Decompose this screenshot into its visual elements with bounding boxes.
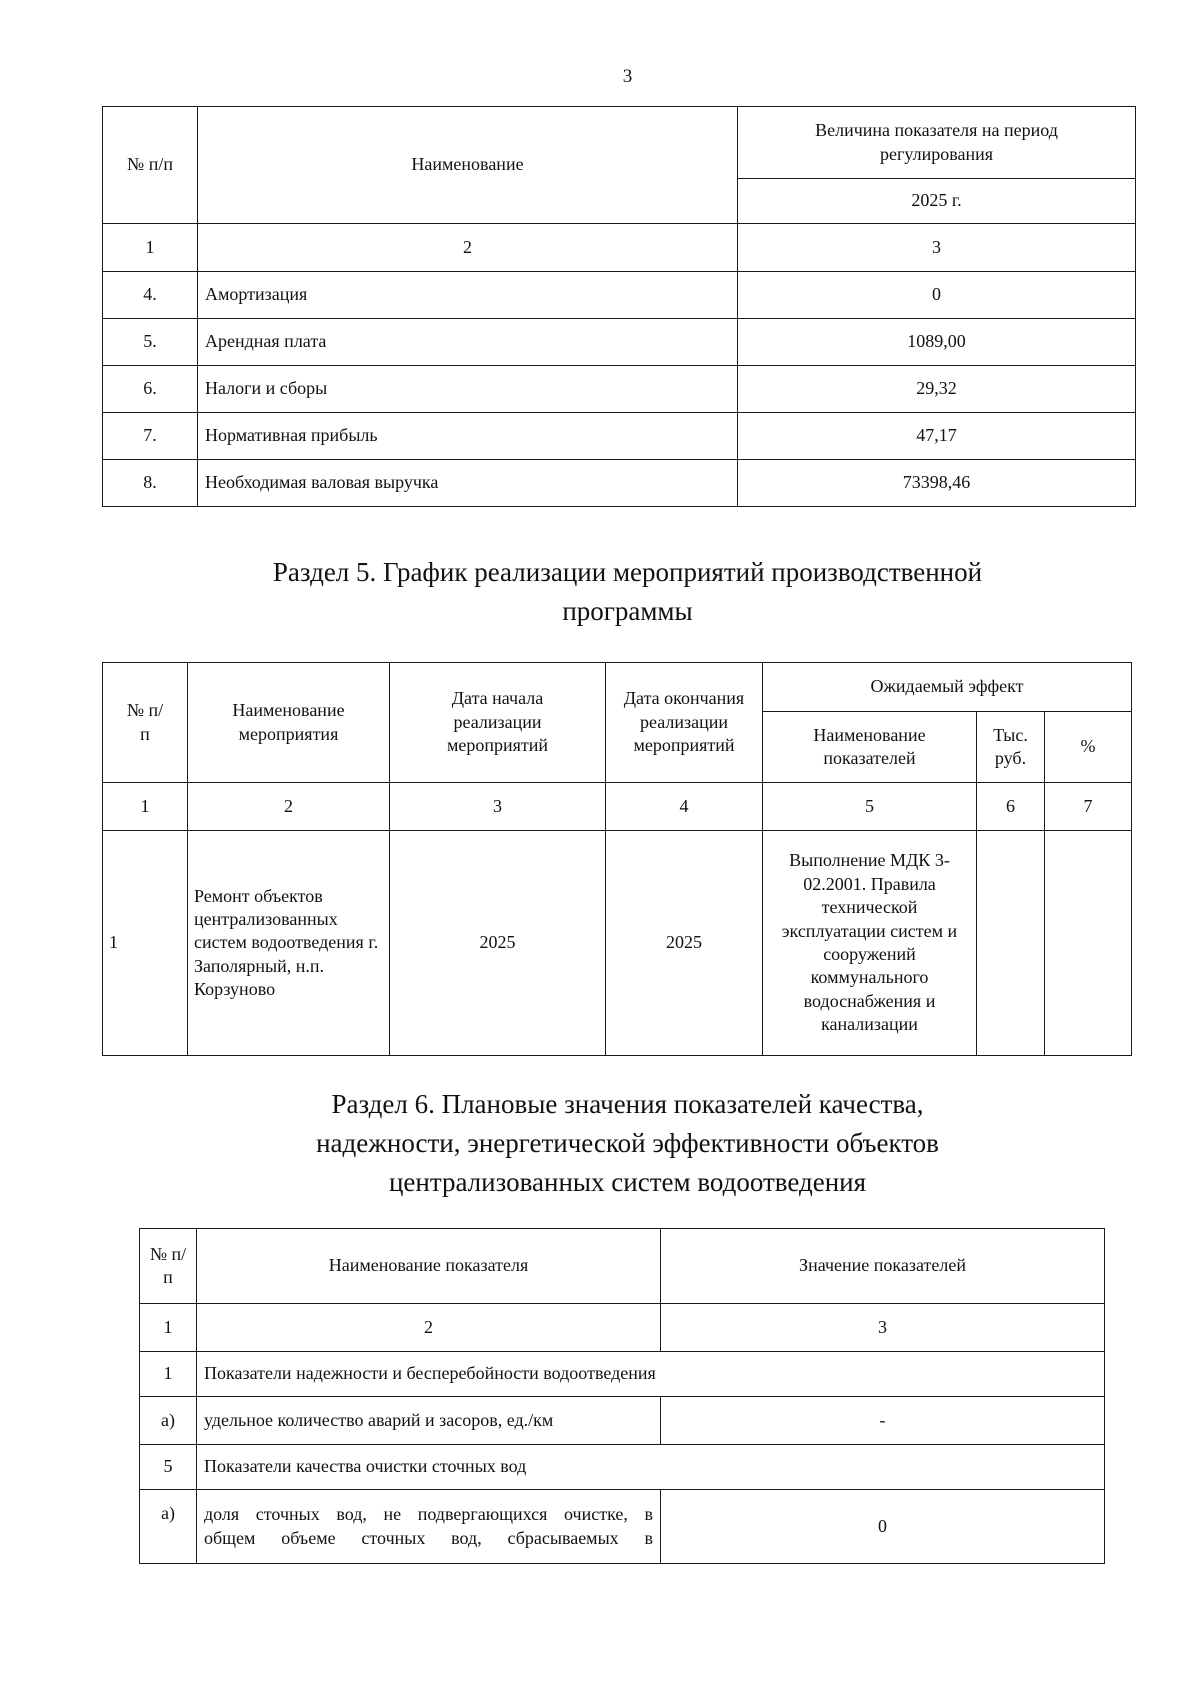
s5-row-indicator: Выполнение МДК 3-02.2001. Правила технической эксплуатации систем и сооружений коммунального водоснабжения и канализации (763, 831, 977, 1056)
colnum-3: 3 (738, 224, 1136, 272)
row-value: 47,17 (738, 413, 1136, 460)
header-num: № п/п (103, 107, 198, 224)
table-row (103, 319, 1136, 366)
section5-title-line2: программы (562, 596, 693, 627)
row-name: Налоги и сборы (198, 366, 738, 413)
table-row (103, 413, 1136, 460)
s5-colnum-5: 5 (763, 783, 977, 831)
row-num: 4. (103, 272, 198, 319)
s5-colnum-3: 3 (390, 783, 606, 831)
row-name: Арендная плата (198, 319, 738, 366)
schedule-table (102, 662, 1132, 1056)
section6-title (0, 1085, 1200, 1202)
section5-title-line1: Раздел 5. График реализации мероприятий производственной (272, 557, 983, 587)
s6-colnum-1: 1 (140, 1304, 197, 1352)
s6-row2-value: 0 (661, 1490, 1105, 1564)
s6-row2-name (197, 1490, 661, 1564)
table-row (103, 272, 1136, 319)
table-row (103, 831, 1132, 1056)
table-row (140, 1490, 1105, 1564)
header-value: Величина показателя на период регулирования (738, 107, 1136, 179)
financial-indicators-table (102, 106, 1136, 507)
header-name: Наименование (198, 107, 738, 224)
s5-row-start: 2025 (390, 831, 606, 1056)
s5-row-num: 1 (103, 831, 188, 1056)
s5-row-name: Ремонт объектов централизованных систем водоотведения г. Заполярный, н.п. Корзуново (188, 831, 390, 1056)
s5-header-thousand: Тыс. руб. (977, 712, 1045, 783)
table-row (140, 1397, 1105, 1445)
table-row (103, 460, 1136, 507)
row-value: 73398,46 (738, 460, 1136, 507)
s6-group2-num: 5 (140, 1445, 197, 1490)
s6-row1-value: - (661, 1397, 1105, 1445)
s5-header-num: № п/п (103, 663, 188, 783)
s5-header-indicator: Наименование показателей (763, 712, 977, 783)
page-number: 3 (622, 66, 633, 87)
table-row (103, 366, 1136, 413)
s6-header-value: Значение показателей (661, 1229, 1105, 1304)
s6-row2-num: а) (140, 1490, 197, 1564)
colnum-1: 1 (103, 224, 198, 272)
colnum-2: 2 (198, 224, 738, 272)
row-num: 8. (103, 460, 198, 507)
table-row (140, 1445, 1105, 1490)
s5-header-effect: Ожидаемый эффект (763, 663, 1132, 712)
section6-title-line1: Раздел 6. Плановые значения показателей качества, (331, 1089, 924, 1119)
s5-colnum-2: 2 (188, 783, 390, 831)
s6-row1-num: а) (140, 1397, 197, 1445)
row-num: 5. (103, 319, 198, 366)
s6-group1-title: Показатели надежности и бесперебойности водоотведения (197, 1352, 1105, 1397)
s6-group2-title: Показатели качества очистки сточных вод (197, 1445, 1105, 1490)
row-value: 1089,00 (738, 319, 1136, 366)
section6-title-line3: централизованных систем водоотведения (388, 1167, 867, 1198)
s6-row2-name-line1: доля сточных вод, не подвергающихся очистке, в (204, 1504, 653, 1525)
header-year: 2025 г. (738, 179, 1136, 224)
section6-title-line2: надежности, энергетической эффективности объектов (316, 1128, 939, 1159)
table-row (140, 1352, 1105, 1397)
s5-header-name: Наименование мероприятия (188, 663, 390, 783)
s5-header-start: Дата начала реализации мероприятий (390, 663, 606, 783)
s5-header-end: Дата окончания реализации мероприятий (606, 663, 763, 783)
row-num: 7. (103, 413, 198, 460)
section5-title (0, 553, 1200, 631)
row-name: Необходимая валовая выручка (198, 460, 738, 507)
s6-header-name: Наименование показателя (197, 1229, 661, 1304)
s6-group1-num: 1 (140, 1352, 197, 1397)
s6-header-num: № п/п (140, 1229, 197, 1304)
s6-row2-name-line2: общем объеме сточных вод, сбрасываемых в (204, 1527, 653, 1548)
row-num: 6. (103, 366, 198, 413)
s5-header-percent: % (1045, 712, 1132, 783)
s5-row-thousand (977, 831, 1045, 1056)
s5-colnum-4: 4 (606, 783, 763, 831)
quality-indicators-table (139, 1228, 1105, 1564)
row-name: Амортизация (198, 272, 738, 319)
row-name: Нормативная прибыль (198, 413, 738, 460)
s6-colnum-3: 3 (661, 1304, 1105, 1352)
s5-row-percent (1045, 831, 1132, 1056)
row-value: 29,32 (738, 366, 1136, 413)
s6-row1-name: удельное количество аварий и засоров, ед./км (197, 1397, 661, 1445)
s5-colnum-7: 7 (1045, 783, 1132, 831)
s6-colnum-2: 2 (197, 1304, 661, 1352)
s5-colnum-6: 6 (977, 783, 1045, 831)
s5-row-end: 2025 (606, 831, 763, 1056)
row-value: 0 (738, 272, 1136, 319)
s5-colnum-1: 1 (103, 783, 188, 831)
